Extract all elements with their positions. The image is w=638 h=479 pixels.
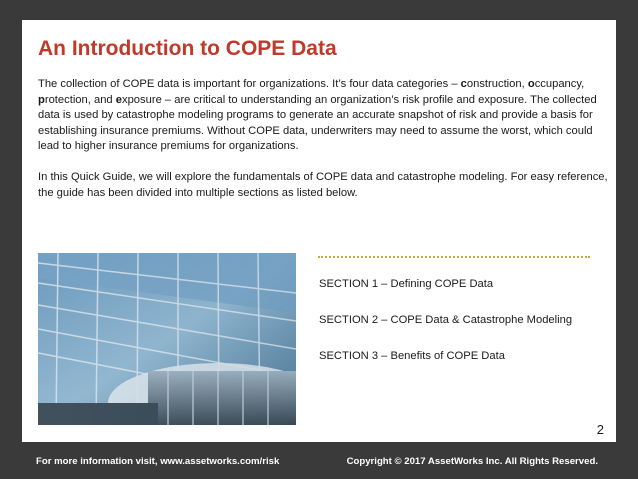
slide	[22, 20, 616, 442]
page-number: 2	[596, 422, 604, 437]
building-photo	[38, 253, 296, 425]
intro-paragraph-2: In this Quick Guide, we will explore the fundamentals of COPE data and catastrophe modeling. For easy reference, the guide has been divided into multiple sections as listed below.	[38, 171, 608, 199]
section-list	[319, 278, 572, 386]
section-item-1: SECTION 1 – Defining COPE Data	[319, 278, 494, 290]
footer-info-link-text: For more information visit, www.assetworks.com/risk	[36, 456, 280, 467]
section-divider	[318, 256, 590, 260]
intro-text	[38, 77, 608, 217]
glass-building-image	[38, 253, 296, 425]
footer-copyright: Copyright © 2017 AssetWorks Inc. All Rights Reserved.	[346, 456, 598, 467]
section-item-3: SECTION 3 – Benefits of COPE Data	[319, 350, 505, 362]
page-title: An Introduction to COPE Data	[38, 37, 337, 60]
section-item-2: SECTION 2 – COPE Data & Catastrophe Modeling	[319, 314, 573, 326]
intro-paragraph-1: The collection of COPE data is important for organizations. It’s four data categories – construction, occupancy, protection, and exposure – are critical to understanding an organization’s risk profile and exposure. The collected data is used by catastrophe modeling programs to generate an accurate snapshot of risk and provide a basis for establishing insurance premiums. Without COPE data, underwriters may need to assume the worst, which could lead to higher insurance premiums for organizations.	[38, 78, 597, 152]
